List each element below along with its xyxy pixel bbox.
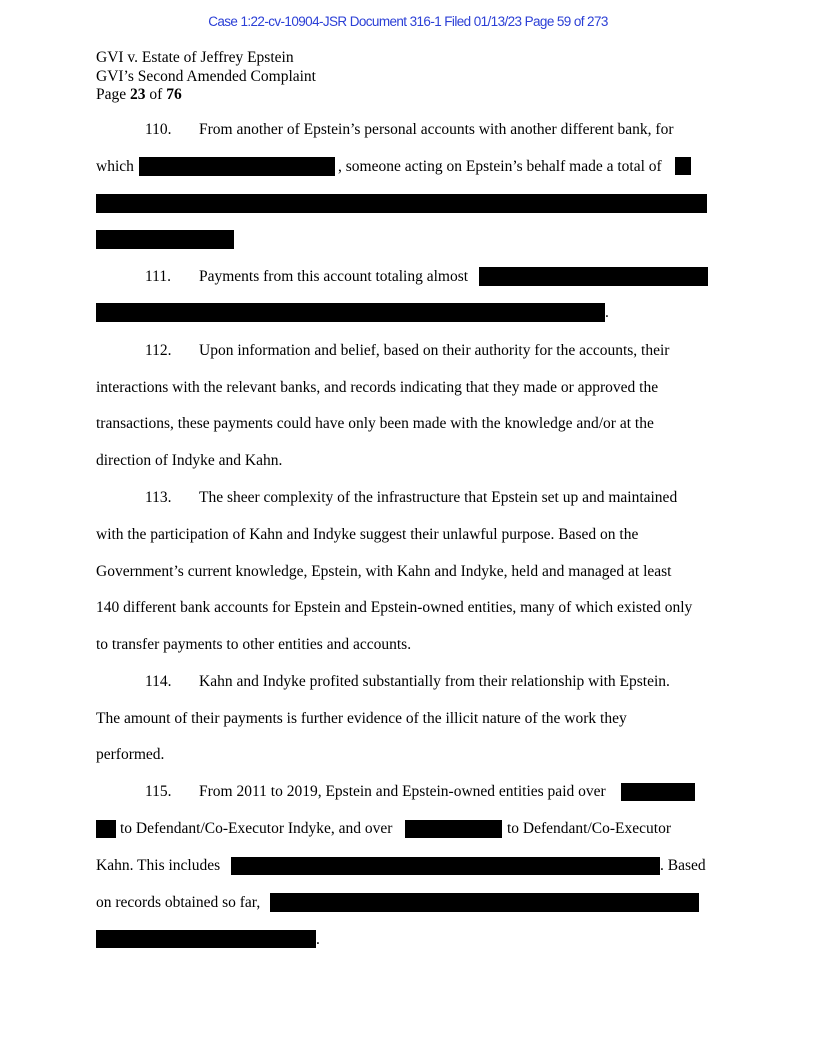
document-caption bbox=[96, 49, 316, 105]
redaction-block bbox=[675, 157, 691, 175]
document-title: GVI’s Second Amended Complaint bbox=[96, 67, 316, 85]
paragraph-110-line-2-start: which bbox=[96, 158, 134, 175]
redaction-block bbox=[139, 157, 335, 176]
paragraph-114-line-2: The amount of their payments is further evidence of the illicit nature of the work they bbox=[96, 710, 627, 727]
case-name: GVI v. Estate of Jeffrey Epstein bbox=[96, 49, 294, 66]
paragraph-113-line-2: with the participation of Kahn and Indyke suggest their unlawful purpose. Based on the bbox=[96, 526, 639, 543]
page-number: 23 bbox=[130, 86, 146, 103]
redaction-block bbox=[405, 820, 502, 838]
case-header-stamp: Case 1:22-cv-10904-JSR Document 316-1 Filed 01/13/23 Page 59 of 273 bbox=[208, 14, 608, 29]
paragraph-text: Kahn and Indyke profited substantially from their relationship with Epstein. bbox=[199, 673, 670, 690]
redaction-block bbox=[621, 783, 695, 801]
paragraph-number: 114. bbox=[145, 673, 172, 690]
paragraph-113-line-3: Government’s current knowledge, Epstein, with Kahn and Indyke, held and managed at least bbox=[96, 563, 672, 580]
paragraph-115-line-2-b: to Defendant/Co-Executor bbox=[507, 820, 671, 837]
page-mid: of bbox=[145, 86, 167, 103]
paragraph-113-line-1 bbox=[145, 488, 677, 508]
paragraph-text: Upon information and belief, based on their authority for the accounts, their bbox=[199, 342, 670, 359]
paragraph-114-line-1 bbox=[145, 672, 670, 692]
redaction-block bbox=[96, 930, 316, 948]
paragraph-113-line-5: to transfer payments to other entities and accounts. bbox=[96, 636, 412, 653]
paragraph-text: The sheer complexity of the infrastructure that Epstein set up and maintained bbox=[199, 489, 678, 506]
paragraph-number: 110. bbox=[145, 121, 172, 138]
paragraph-112-line-3: transactions, these payments could have only been made with the knowledge and/or at the bbox=[96, 415, 654, 432]
page-total: 76 bbox=[166, 86, 182, 103]
paragraph-text: Payments from this account totaling almost bbox=[199, 268, 469, 285]
paragraph-text: From another of Epstein’s personal accounts with another different bank, for bbox=[199, 121, 674, 138]
paragraph-115-line-4-start: on records obtained so far, bbox=[96, 894, 261, 911]
paragraph-115-line-2-a: to Defendant/Co-Executor Indyke, and over bbox=[120, 820, 393, 837]
redaction-block bbox=[96, 303, 605, 322]
page-prefix: Page bbox=[96, 86, 131, 103]
redaction-block bbox=[231, 857, 660, 875]
paragraph-number: 111. bbox=[145, 268, 171, 285]
paragraph-112-line-1 bbox=[145, 341, 669, 361]
page-indicator bbox=[96, 86, 316, 105]
paragraph-110-line-1 bbox=[145, 120, 673, 140]
paragraph-number: 112. bbox=[145, 342, 172, 359]
paragraph-112-line-4: direction of Indyke and Kahn. bbox=[96, 452, 283, 469]
redaction-block bbox=[96, 230, 234, 249]
paragraph-111-line-1 bbox=[145, 267, 468, 287]
redaction-block bbox=[96, 194, 707, 213]
paragraph-112-line-2: interactions with the relevant banks, and records indicating that they made or approved the bbox=[96, 379, 659, 396]
paragraph-111-line-2-end: . bbox=[605, 304, 609, 321]
paragraph-115-line-1 bbox=[145, 782, 606, 802]
paragraph-115-line-3-end: . Based bbox=[660, 857, 706, 874]
paragraph-115-line-5-end: . bbox=[316, 931, 320, 948]
redaction-block bbox=[270, 893, 699, 912]
paragraph-113-line-4: 140 different bank accounts for Epstein and Epstein-owned entities, many of which existed only bbox=[96, 599, 693, 616]
paragraph-114-line-3: performed. bbox=[96, 746, 165, 763]
paragraph-number: 115. bbox=[145, 783, 172, 800]
paragraph-text: From 2011 to 2019, Epstein and Epstein-owned entities paid over bbox=[199, 783, 606, 800]
paragraph-115-line-3-start: Kahn. This includes bbox=[96, 857, 221, 874]
paragraph-110-line-2-mid: , someone acting on Epstein’s behalf made a total of bbox=[338, 158, 662, 175]
paragraph-number: 113. bbox=[145, 489, 172, 506]
redaction-block bbox=[96, 820, 116, 838]
redaction-block bbox=[479, 267, 708, 286]
